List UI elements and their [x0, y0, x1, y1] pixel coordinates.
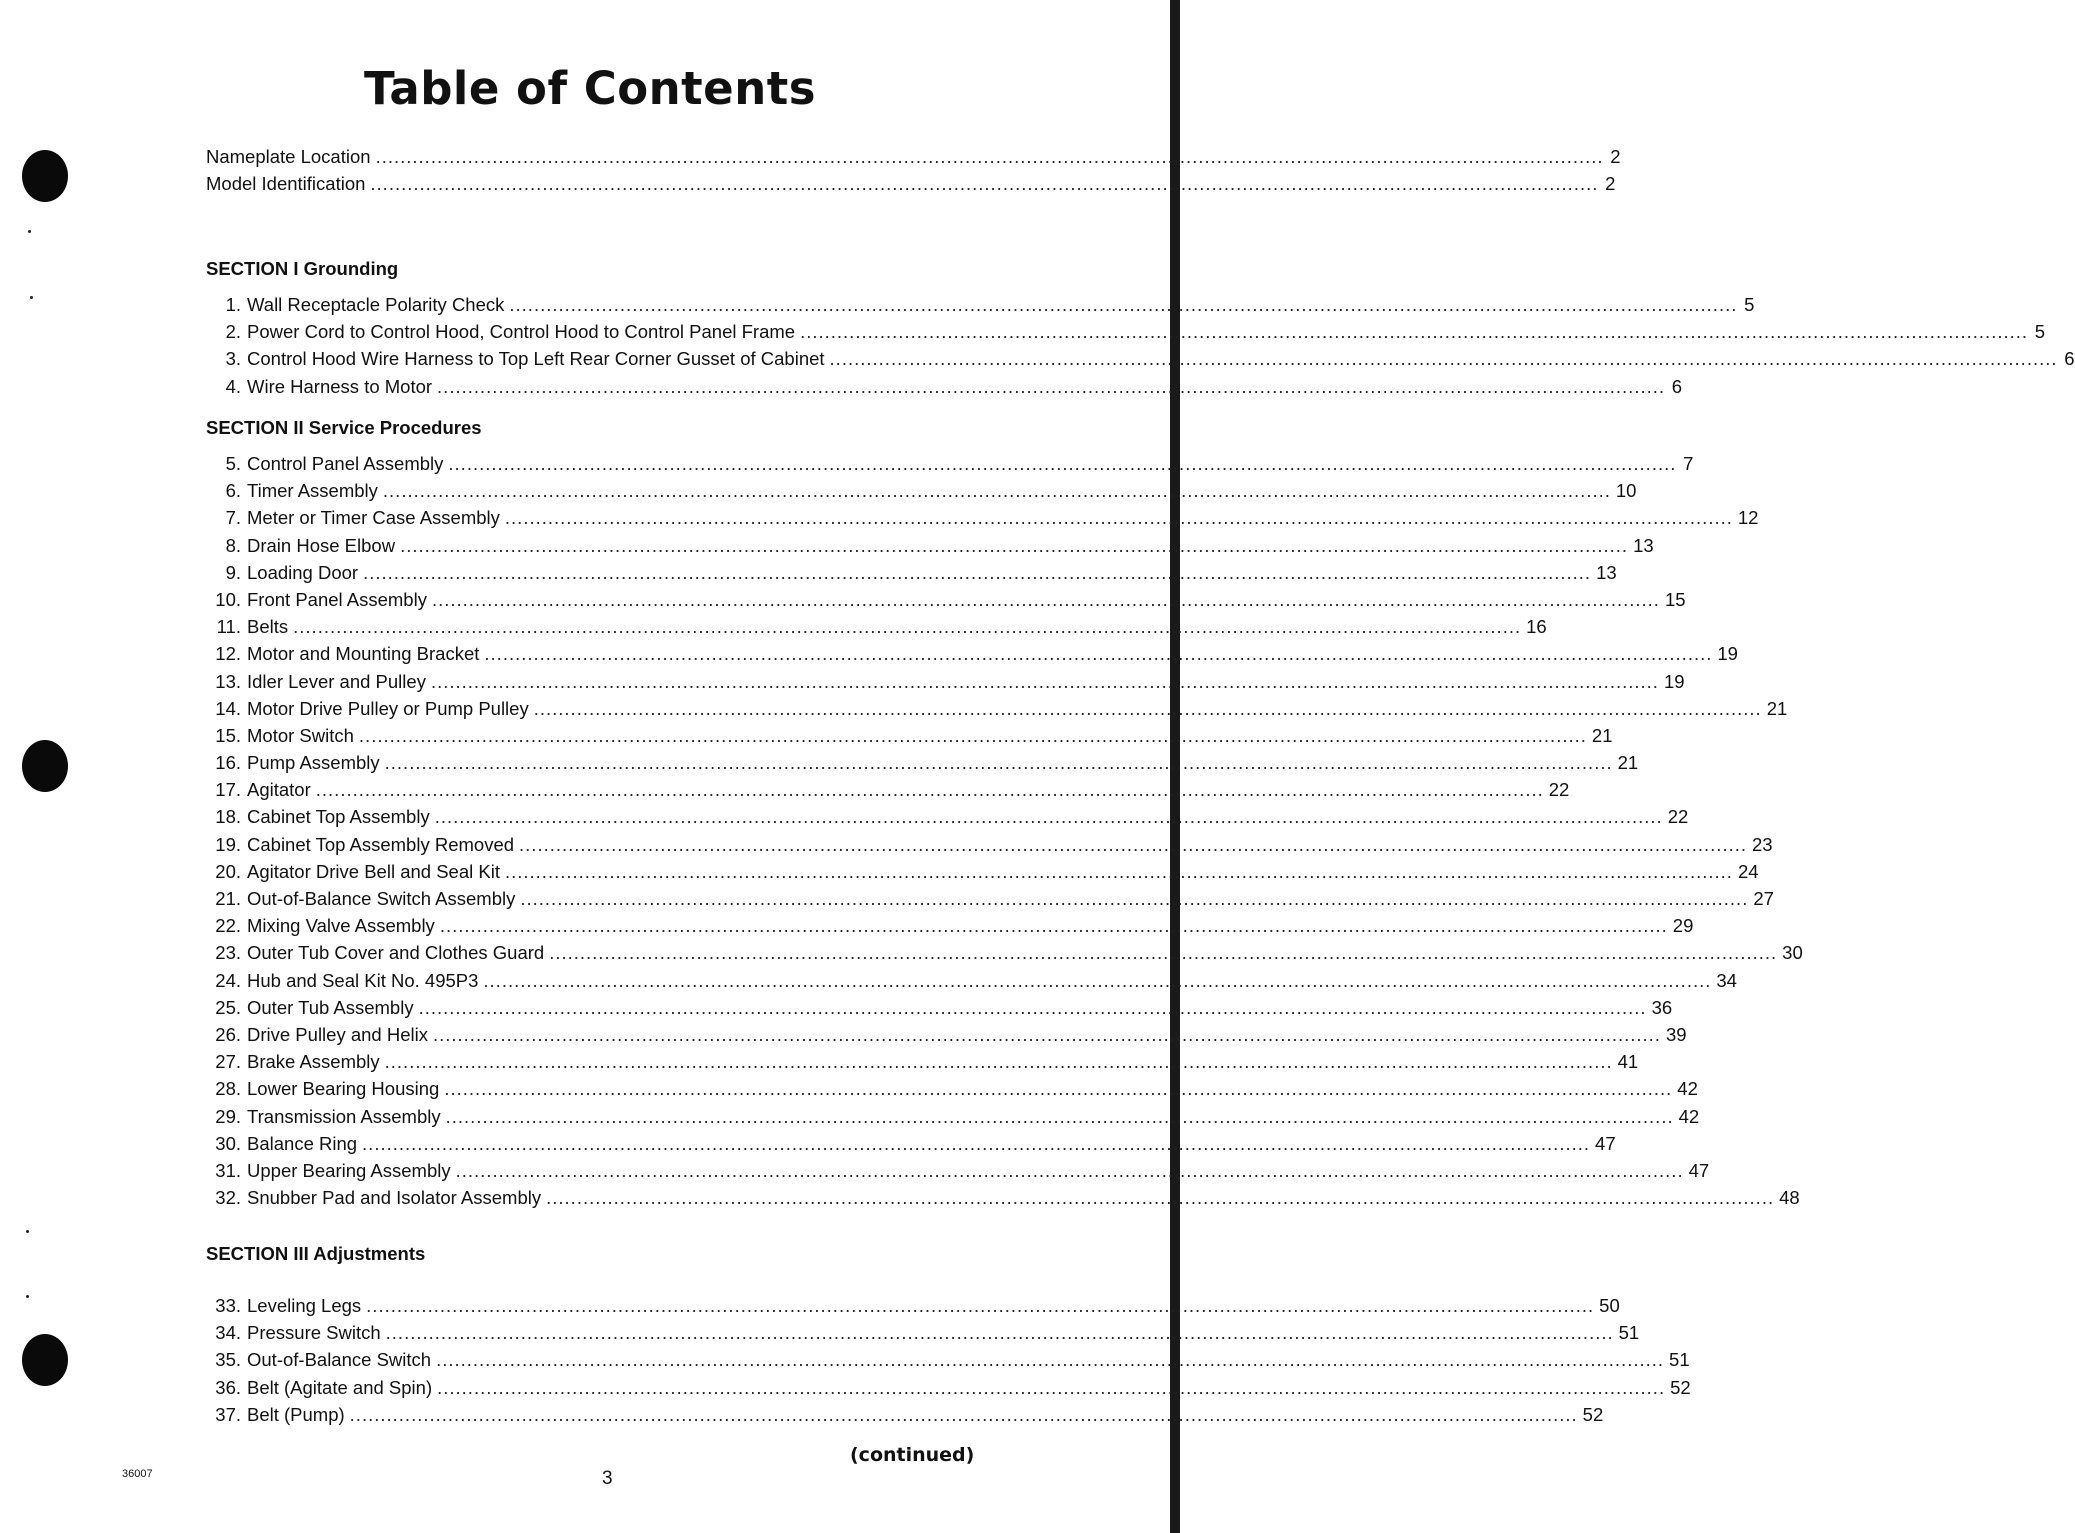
- toc-entry: [206, 1376, 1691, 1404]
- toc-entry-number: 22.: [215, 915, 241, 937]
- toc-entry: [206, 806, 1689, 833]
- toc-entry-label: Mixing Valve Assembly: [247, 915, 435, 937]
- toc-entry-label: Pump Assembly: [247, 752, 380, 774]
- toc-entry-number: 6.: [225, 480, 241, 502]
- toc-entry-number: 37.: [215, 1403, 241, 1425]
- toc-entry-page: 36: [1651, 996, 1673, 1018]
- toc-entry: [206, 1159, 1710, 1187]
- toc-entry-label: Meter or Timer Case Assembly: [247, 507, 500, 529]
- dot-leader: ........................................................................................................................................................................................................: [400, 534, 1629, 556]
- scan-speck: [26, 1230, 29, 1233]
- dot-leader: ........................................................................................................................................................................................................: [349, 1403, 1578, 1425]
- toc-entry: [206, 752, 1639, 779]
- toc-entry: [206, 1051, 1639, 1078]
- toc-entry-label: Idler Lever and Pulley: [247, 670, 426, 692]
- toc-entry: [206, 534, 1654, 562]
- toc-entry-number: 30.: [215, 1132, 241, 1154]
- toc-entry-label: Motor Drive Pulley or Pump Pulley: [247, 697, 529, 719]
- toc-entry-label: Out-of-Balance Switch Assembly: [247, 888, 516, 909]
- dot-leader: ........................................................................................................................................................................................................: [504, 860, 1733, 882]
- toc-entry-number: 27.: [215, 1051, 241, 1073]
- toc-entry-page: 51: [1618, 1322, 1640, 1344]
- toc-entry-number: 28.: [215, 1078, 241, 1100]
- toc-entry: [206, 616, 1547, 643]
- toc-entry-label: Drain Hose Elbow: [247, 534, 396, 556]
- scan-speck: [26, 1295, 29, 1298]
- dot-leader: ........................................................................................................................................................................................................: [432, 1023, 1661, 1045]
- toc-entry-page: 30: [1782, 942, 1803, 964]
- toc-entry-number: 36.: [215, 1376, 241, 1398]
- toc-entry-number: 9.: [225, 561, 241, 583]
- toc-entry: [206, 724, 1613, 752]
- dot-leader: ........................................................................................................................................................................................................: [431, 588, 1660, 610]
- toc-entry: [206, 996, 1673, 1024]
- toc-entry-label: Timer Assembly: [247, 480, 378, 502]
- toc-entry-page: 34: [1716, 969, 1737, 991]
- toc-entry-label: Wire Harness to Motor: [247, 375, 433, 397]
- toc-entry-page: 22: [1667, 806, 1689, 828]
- dot-leader: ........................................................................................................................................................................................................: [439, 915, 1668, 937]
- dot-leader: ........................................................................................................................................................................................................: [382, 480, 1611, 502]
- toc-entry: [206, 507, 1759, 534]
- dot-leader: ........................................................................................................................................................................................................: [418, 996, 1647, 1018]
- toc-entry-number: 4.: [225, 375, 241, 397]
- dot-leader: ........................................................................................................................................................................................................: [800, 321, 2029, 343]
- dot-leader: ........................................................................................................................................................................................................: [520, 888, 1749, 909]
- intro-list: [206, 146, 1621, 200]
- toc-entry-number: 19.: [215, 833, 241, 855]
- toc-entry: [206, 1403, 1604, 1431]
- toc-entry-number: 34.: [215, 1322, 241, 1344]
- toc-entry-label: Outer Tub Assembly: [247, 996, 414, 1018]
- toc-entry-number: 25.: [215, 996, 241, 1018]
- toc-entry-page: 5: [2034, 321, 2046, 343]
- toc-entry: [206, 588, 1686, 616]
- dot-leader: ........................................................................................................................................................................................................: [546, 1187, 1775, 1209]
- toc-entry-label: Transmission Assembly: [247, 1105, 441, 1127]
- dot-leader: ........................................................................................................................................................................................................: [385, 1322, 1614, 1344]
- toc-entry-label: Agitator Drive Bell and Seal Kit: [247, 860, 500, 882]
- toc-entry-number: 23.: [215, 942, 241, 964]
- toc-entry-page: 47: [1595, 1132, 1616, 1154]
- dot-leader: ........................................................................................................................................................................................................: [436, 1349, 1665, 1371]
- toc-entry-page: 12: [1737, 507, 1759, 529]
- dot-leader: ........................................................................................................................................................................................................: [504, 507, 1733, 529]
- dot-leader: ........................................................................................................................................................................................................: [358, 724, 1587, 746]
- toc-entry-number: 18.: [215, 806, 241, 828]
- toc-entry-page: 51: [1669, 1349, 1690, 1371]
- toc-entry-page: 22: [1548, 779, 1570, 801]
- section-heading-grounding: SECTION I Grounding: [206, 258, 399, 279]
- toc-entry-page: 7: [1683, 453, 1694, 474]
- toc-entry-label: Motor Switch: [247, 724, 354, 746]
- dot-leader: ........................................................................................................................................................................................................: [533, 697, 1762, 719]
- toc-entry-page: 42: [1678, 1105, 1700, 1127]
- toc-entry-number: 1.: [225, 294, 241, 315]
- section-heading-adjustments: SECTION III Adjustments: [206, 1243, 426, 1264]
- toc-entry: [206, 1078, 1698, 1105]
- toc-entry: [206, 643, 1738, 670]
- toc-entry-page: 6: [2064, 348, 2075, 370]
- toc-entry-label: Out-of-Balance Switch: [247, 1349, 432, 1371]
- toc-entry-label: Upper Bearing Assembly: [247, 1159, 451, 1181]
- toc-entry-label: Lower Bearing Housing: [247, 1078, 440, 1100]
- toc-entry-page: 39: [1665, 1023, 1687, 1045]
- toc-entry-label: Hub and Seal Kit No. 495P3: [247, 969, 479, 991]
- dot-leader: ........................................................................................................................................................................................................: [483, 969, 1712, 991]
- dot-leader: ........................................................................................................................................................................................................: [366, 1295, 1595, 1316]
- toc-entry-page: 48: [1779, 1187, 1800, 1209]
- toc-entry-number: 8.: [225, 534, 241, 556]
- continued-note: (continued): [850, 1444, 975, 1466]
- toc-entry-label: Nameplate Location: [206, 146, 371, 167]
- toc-entry: [206, 1105, 1700, 1133]
- dot-leader: ........................................................................................................................................................................................................: [363, 561, 1592, 583]
- toc-entry-label: Outer Tub Cover and Clothes Guard: [247, 942, 545, 964]
- dot-leader: ........................................................................................................................................................................................................: [370, 173, 1599, 195]
- toc-entry-label: Belt (Agitate and Spin): [247, 1376, 433, 1398]
- dot-leader: ........................................................................................................................................................................................................: [375, 146, 1604, 167]
- toc-entry: [206, 915, 1694, 942]
- toc-entry: [206, 1295, 1620, 1322]
- toc-entry: [206, 321, 2046, 348]
- dot-leader: ........................................................................................................................................................................................................: [384, 1051, 1613, 1073]
- toc-entry: [206, 1132, 1616, 1160]
- toc-entry: [206, 453, 1694, 480]
- toc-entry-page: 52: [1582, 1403, 1604, 1425]
- toc-entry-page: 2: [1610, 146, 1621, 167]
- toc-entry: [206, 173, 1616, 200]
- toc-entry-number: 11.: [216, 616, 241, 638]
- scan-speck: [28, 230, 31, 233]
- toc-entry-number: 31.: [215, 1159, 241, 1181]
- toc-entry: [206, 670, 1685, 698]
- toc-entry-number: 16.: [215, 752, 241, 774]
- toc-entry-page: 21: [1617, 752, 1639, 774]
- toc-entry-number: 35.: [215, 1349, 241, 1371]
- toc-entry-label: Agitator: [247, 779, 311, 801]
- toc-entry-page: 2: [1605, 173, 1616, 195]
- dot-leader: ........................................................................................................................................................................................................: [434, 806, 1663, 828]
- toc-entry-number: 21.: [215, 888, 241, 909]
- toc-entry-label: Control Panel Assembly: [247, 453, 444, 474]
- toc-entry: [206, 1349, 1690, 1376]
- toc-entry-number: 7.: [225, 507, 241, 529]
- toc-entry-number: 24.: [215, 969, 241, 991]
- section-list-adjustments: [206, 1295, 1691, 1431]
- toc-entry-label: Wall Receptacle Polarity Check: [247, 294, 505, 315]
- toc-entry: [206, 294, 1755, 321]
- toc-entry-label: Snubber Pad and Isolator Assembly: [247, 1187, 542, 1209]
- toc-entry-number: 2.: [225, 321, 241, 343]
- toc-entry-page: 27: [1753, 888, 1774, 909]
- toc-entry-number: 3.: [225, 348, 241, 370]
- toc-entry-page: 23: [1752, 833, 1773, 855]
- section-heading-service-procedures: SECTION II Service Procedures: [206, 417, 482, 438]
- toc-entry-page: 50: [1599, 1295, 1620, 1316]
- toc-entry: [206, 833, 1773, 861]
- scan-speck: [30, 296, 33, 299]
- dot-leader: ........................................................................................................................................................................................................: [509, 294, 1738, 315]
- toc-entry-number: 32.: [215, 1187, 241, 1209]
- toc-entry-number: 29.: [215, 1105, 241, 1127]
- toc-entry-number: 13.: [215, 670, 241, 692]
- toc-entry-page: 5: [1744, 294, 1755, 315]
- punch-hole-bottom: [22, 1334, 68, 1386]
- toc-entry: [206, 1023, 1687, 1051]
- section-list-grounding: [206, 294, 2075, 403]
- toc-entry-page: 47: [1688, 1159, 1710, 1181]
- toc-entry-page: 13: [1633, 534, 1654, 556]
- toc-entry-number: 5.: [225, 453, 241, 474]
- toc-entry-label: Power Cord to Control Hood, Control Hood to Control Panel Frame: [247, 321, 796, 343]
- toc-entry: [206, 1187, 1800, 1214]
- toc-entry: [206, 146, 1621, 173]
- toc-entry: [206, 348, 2075, 375]
- toc-entry-number: 15.: [215, 724, 241, 746]
- toc-entry: [206, 375, 1683, 403]
- section-list-service-procedures: [206, 453, 1803, 1214]
- toc-entry-number: 20.: [215, 860, 241, 882]
- toc-entry-page: 19: [1663, 670, 1685, 692]
- toc-entry: [206, 942, 1803, 969]
- toc-entry-label: Belt (Pump): [247, 1403, 345, 1425]
- toc-entry-page: 21: [1591, 724, 1613, 746]
- dot-leader: ........................................................................................................................................................................................................: [384, 752, 1613, 774]
- dot-leader: ........................................................................................................................................................................................................: [437, 1376, 1666, 1398]
- toc-entry-label: Loading Door: [247, 561, 359, 583]
- toc-entry-page: 52: [1670, 1376, 1691, 1398]
- dot-leader: ........................................................................................................................................................................................................: [437, 375, 1666, 397]
- page-title: Table of Contents: [363, 62, 817, 115]
- toc-entry-number: 14.: [215, 697, 241, 719]
- punch-hole-middle: [22, 740, 68, 792]
- document-code: 36007: [122, 1468, 153, 1480]
- toc-entry-page: 19: [1717, 643, 1738, 665]
- toc-entry-label: Model Identification: [206, 173, 366, 195]
- toc-entry-page: 24: [1737, 860, 1759, 882]
- dot-leader: ........................................................................................................................................................................................................: [484, 643, 1713, 665]
- dot-leader: ........................................................................................................................................................................................................: [829, 348, 2058, 370]
- toc-entry-number: 17.: [215, 779, 241, 801]
- toc-entry-label: Pressure Switch: [247, 1322, 381, 1344]
- toc-entry: [206, 1322, 1640, 1349]
- toc-entry-number: 33.: [215, 1295, 241, 1316]
- toc-entry-label: Control Hood Wire Harness to Top Left Rear Corner Gusset of Cabinet: [247, 348, 825, 370]
- dot-leader: ........................................................................................................................................................................................................: [315, 779, 1544, 801]
- toc-entry: [206, 779, 1570, 806]
- dot-leader: ........................................................................................................................................................................................................: [430, 670, 1659, 692]
- toc-entry-label: Motor and Mounting Bracket: [247, 643, 480, 665]
- toc-entry-label: Brake Assembly: [247, 1051, 380, 1073]
- toc-entry-page: 13: [1596, 561, 1617, 583]
- toc-entry: [206, 561, 1617, 589]
- dot-leader: ........................................................................................................................................................................................................: [293, 616, 1522, 638]
- toc-entry-label: Leveling Legs: [247, 1295, 362, 1316]
- toc-entry-page: 29: [1672, 915, 1694, 937]
- dot-leader: ........................................................................................................................................................................................................: [519, 833, 1748, 855]
- toc-entry-number: 26.: [215, 1023, 241, 1045]
- toc-entry-label: Cabinet Top Assembly Removed: [247, 833, 515, 855]
- toc-entry-label: Front Panel Assembly: [247, 588, 427, 610]
- toc-entry: [206, 697, 1788, 725]
- toc-entry-label: Belts: [247, 616, 289, 638]
- toc-entry-number: 10.: [215, 588, 241, 610]
- dot-leader: ........................................................................................................................................................................................................: [444, 1078, 1673, 1100]
- toc-entry: [206, 480, 1637, 507]
- dot-leader: ........................................................................................................................................................................................................: [455, 1159, 1684, 1181]
- toc-entry-page: 15: [1664, 588, 1686, 610]
- toc-entry: [206, 860, 1759, 888]
- toc-entry-page: 16: [1526, 616, 1547, 638]
- toc-entry-number: 12.: [215, 643, 241, 665]
- toc-entry-page: 41: [1617, 1051, 1639, 1073]
- toc-entry-page: 6: [1671, 375, 1683, 397]
- toc-entry-page: 21: [1766, 697, 1788, 719]
- toc-entry-label: Drive Pulley and Helix: [247, 1023, 428, 1045]
- page-number: 3: [602, 1468, 613, 1489]
- dot-leader: ........................................................................................................................................................................................................: [445, 1105, 1674, 1127]
- dot-leader: ........................................................................................................................................................................................................: [448, 453, 1677, 474]
- toc-entry-page: 42: [1677, 1078, 1698, 1100]
- toc-entry: [206, 888, 1774, 915]
- dot-leader: ........................................................................................................................................................................................................: [362, 1132, 1591, 1154]
- toc-entry: [206, 969, 1737, 997]
- toc-entry-label: Balance Ring: [247, 1132, 358, 1154]
- dot-leader: ........................................................................................................................................................................................................: [549, 942, 1778, 964]
- toc-entry-label: Cabinet Top Assembly: [247, 806, 430, 828]
- toc-entry-page: 10: [1615, 480, 1637, 502]
- punch-hole-top: [22, 150, 68, 202]
